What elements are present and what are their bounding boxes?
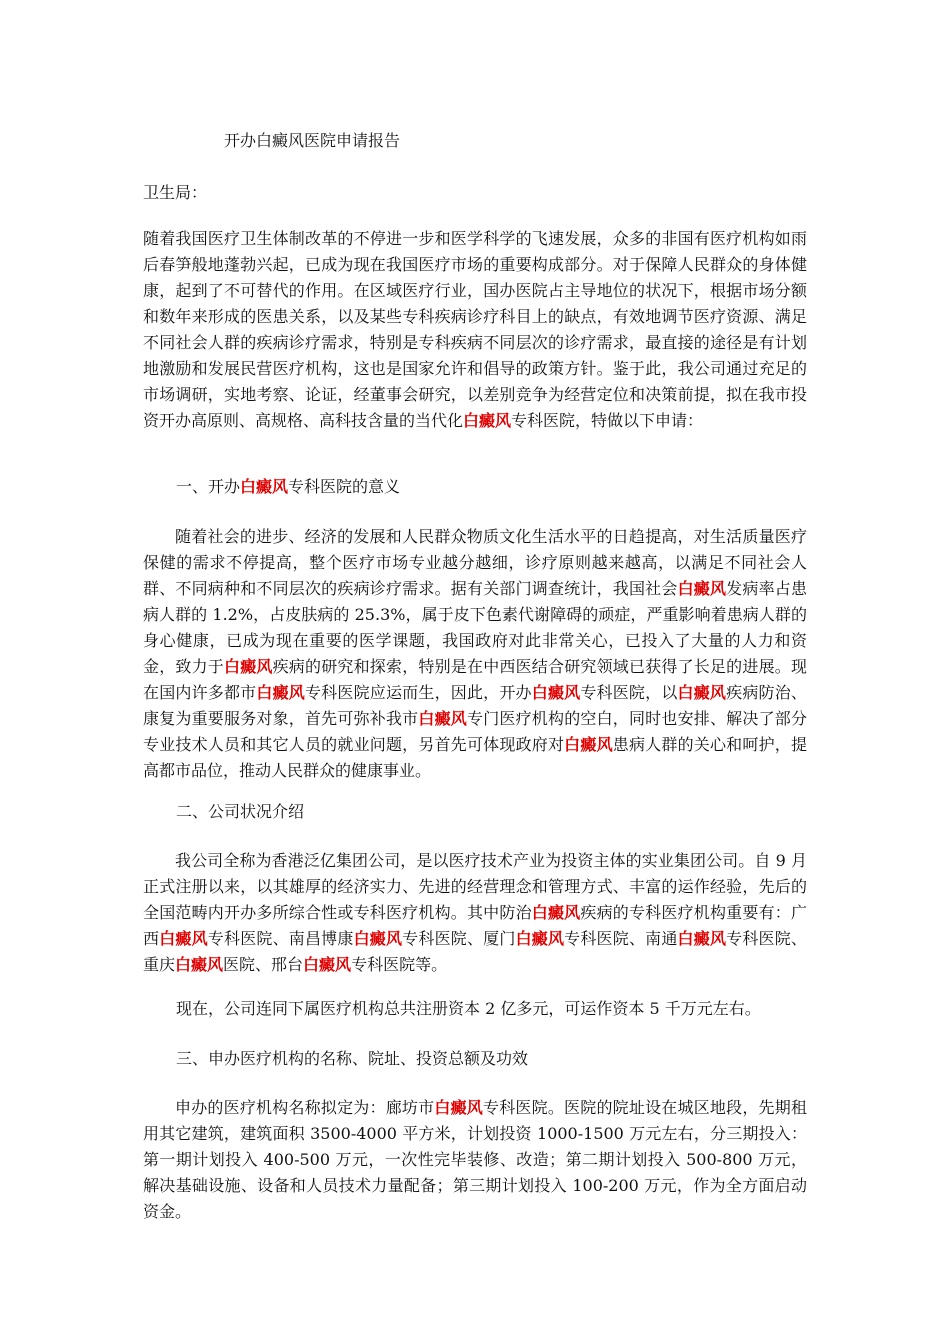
capital-paragraph: 现在，公司连同下属医疗机构总共注册资本 2 亿多元，可运作资本 5 千万元左右。	[176, 999, 761, 1018]
highlight-term: 白癜风	[353, 929, 403, 948]
text-run: 专门医疗机构的空白，同时也安排、解决了部分专业技术人员和其它人员的就业问题，另首先可体现政府对	[143, 709, 807, 754]
text-run: 专科医院。医院的院址设在城区地段，先期租用其它建筑，建筑面积 3500-4000 平方米，计划投资 1000-1500 万元左右，分三期投入：第一期计划投入 400-500 万元，一次性完毕装修、改造；第二期计划投入 500-800 万元，解决基础设施、设备和人员技术力量配备；第三期计划投入 100-200 万元，作为全方面启动资金。	[143, 1098, 807, 1221]
highlight-term: 白癜风	[531, 683, 581, 702]
highlight-term: 白癜风	[564, 735, 613, 754]
highlight-term: 白癜风	[418, 709, 467, 728]
salutation: 卫生局：	[143, 183, 208, 202]
highlight-term: 白癜风	[159, 929, 208, 948]
intro-paragraph	[143, 226, 807, 434]
text-run: 发病率占患病人群的 1.2%，占皮肤病的 25.3%，属于皮下色素代谢障碍的顽症，严重影响着患病人群的身心健康，已成为现在重要的医学课题，我国政府对此非常关心，已投入了大量的人力和资金，致力于	[143, 579, 807, 676]
highlight-term: 白癜风	[224, 657, 273, 676]
text-run: 疾病防治、康复为重要服务对象，首先可弥补我市	[143, 683, 807, 728]
section-2-paragraph	[143, 848, 807, 978]
text-run: 专科医院等。	[351, 955, 448, 974]
section-heading-3: 三、申办医疗机构的名称、院址、投资总额及功效	[176, 1049, 529, 1068]
text-run: 专科医院、重庆	[143, 929, 807, 974]
text-run: 专科医院、南通	[564, 929, 678, 948]
highlight-term: 白癜风	[677, 929, 727, 948]
document-title: 开办白癜风医院申请报告	[224, 131, 401, 150]
text-run: 医院、邢台	[223, 955, 304, 974]
text-run: 随着我国医疗卫生体制改革的不停进一步和医学科学的飞速发展，众多的非国有医疗机构如雨后春笋般地蓬勃兴起，已成为现在我国医疗市场的重要构成部分。对于保障人民群众的身体健康，起到了不可替代的作用。在区域医疗行业，国办医院占主导地位的状况下，根据市场分额和数年来形成的医患关系，以及某些专科疾病诊疗科目上的缺点，有效地调节医疗资源、满足不同社会人群的疾病诊疗需求，特别是专科疾病不同层次的诊疗需求，最直接的途径是有计划地激励和发展民营医疗机构，这也是国家允许和倡导的政策方针。鉴于此，我公司通过充足的市场调研，实地考察、论证，经董事会研究，以差别竞争为经营定位和决策前提，拟在我市投资开办高原则、高规格、高科技含量的当代化	[143, 229, 807, 430]
text-run: 疾病的专科医疗机构重要有：广西	[143, 903, 807, 948]
highlight-term: 白癜风	[175, 955, 224, 974]
highlight-term: 白癜风	[677, 683, 727, 702]
section-heading-2: 二、公司状况介绍	[176, 802, 305, 821]
text-run: 专科医院应运而生，因此，开办	[304, 683, 532, 702]
text-run: 专科医院、厦门	[402, 929, 516, 948]
section-3-paragraph	[143, 1095, 807, 1225]
section-heading-1	[176, 474, 400, 500]
text-run: 一、开办	[176, 477, 241, 496]
text-run: 专科医院的意义	[288, 477, 401, 496]
highlight-term: 白癜风	[240, 477, 289, 496]
text-run: 专科医院，以	[580, 683, 678, 702]
text-run: 我公司全称为香港泛亿集团公司，是以医疗技术产业为投资主体的实业集团公司。自 9 月正式注册以来，以其雄厚的经济实力、先进的经营理念和管理方式、丰富的运作经验，先后的全国范畴内开办多所综合性或专科医疗机构。其中防治	[143, 851, 807, 922]
text-run: 申办的医疗机构名称拟定为：廊坊市	[175, 1098, 435, 1117]
text-run: 疾病的研究和探索，特别是在中西医结合研究领域已获得了长足的进展。现在国内许多都市	[143, 657, 807, 702]
text-run: 患病人群的关心和呵护，提高都市品位，推动人民群众的健康事业。	[143, 735, 807, 780]
highlight-term: 白癜风	[303, 955, 352, 974]
section-1-paragraph	[143, 524, 807, 784]
highlight-term: 白癜风	[677, 579, 727, 598]
highlight-term: 白癜风	[515, 929, 565, 948]
text-run: 专科医院、南昌博康	[207, 929, 354, 948]
highlight-term: 白癜风	[434, 1098, 483, 1117]
highlight-term: 白癜风	[463, 411, 512, 430]
text-run: 专科医院，特做以下申请：	[511, 411, 704, 430]
highlight-term: 白癜风	[256, 683, 305, 702]
text-run: 随着社会的进步、经济的发展和人民群众物质文化生活水平的日趋提高，对生活质量医疗保健的需求不停提高，整个医疗市场专业越分越细，诊疗原则越来越高，以满足不同社会人群、不同病种和不同层次的疾病诊疗需求。据有关部门调查统计，我国社会	[143, 527, 807, 598]
highlight-term: 白癜风	[531, 903, 581, 922]
